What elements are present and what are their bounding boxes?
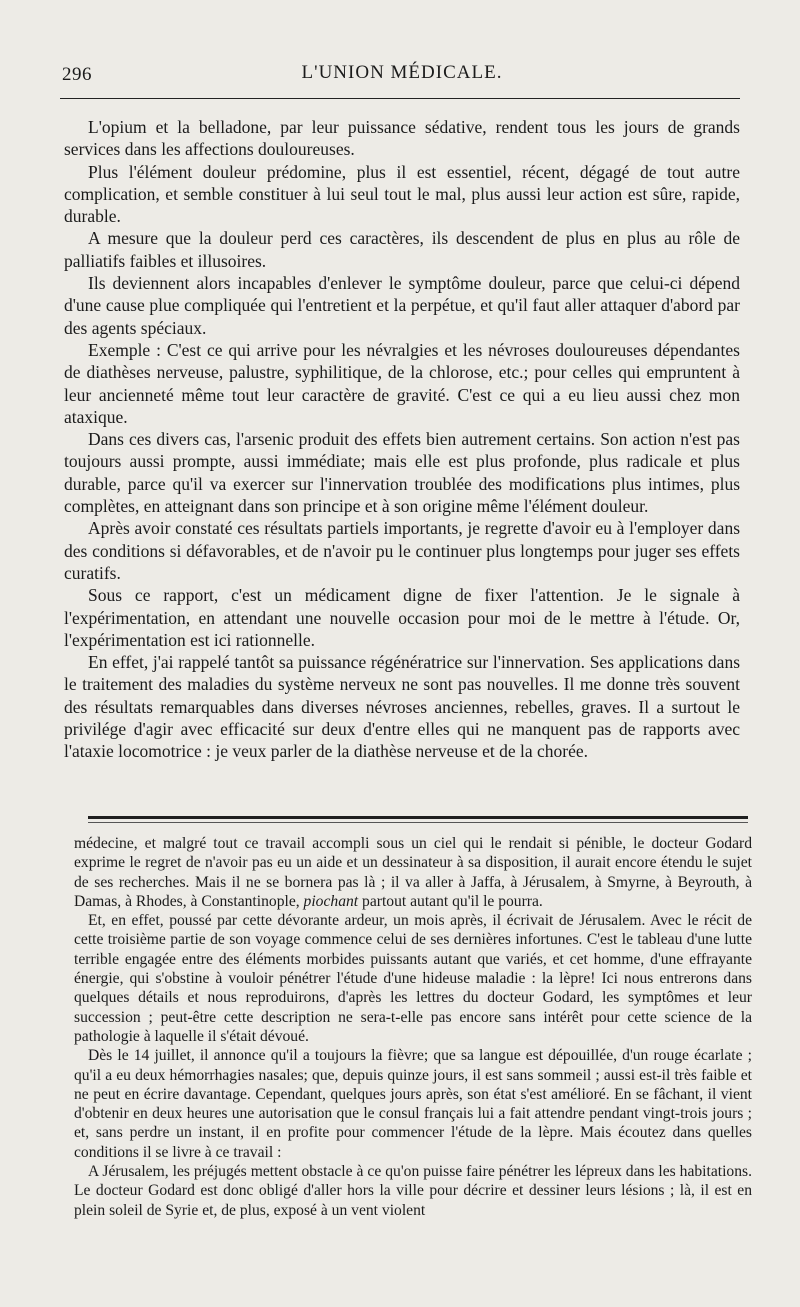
note-italic-word: piochant	[303, 892, 363, 910]
continued-article-text	[74, 834, 752, 1220]
footnote-separator	[88, 816, 748, 819]
note-paragraph: A Jérusalem, les préjugés mettent obstacle à ce qu'on puisse faire pénétrer les lépreux dans les habitations. Le docteur Godard est donc obligé d'aller hors la ville pour décrire et dessiner leurs lésions ; là, il est en plein soleil de Syrie et, de plus, exposé à un vent violent	[74, 1163, 752, 1219]
main-article-text	[64, 116, 740, 763]
paragraph: L'opium et la belladone, par leur puissance sédative, rendent tous les jours de grands services dans les affections douloureuses.	[64, 117, 740, 160]
paragraph: En effet, j'ai rappelé tantôt sa puissance régénératrice sur l'innervation. Ses applications dans le traitement des maladies du système nerveux ne sont pas nouvelles. Il me donne très souvent des résultats remarquables dans diverses névroses anciennes, rebelles, graves. Il a surtout le privilége d'agir avec efficacité sur deux d'entre elles qui ne manquent pas de rapports avec l'ataxie locomotrice : je veux parler de la diathèse nerveuse et de la chorée.	[64, 652, 740, 762]
paragraph: Ils deviennent alors incapables d'enlever le symptôme douleur, parce que celui-ci dépend d'une cause plue compliquée qui l'entretient et la perpétue, et qu'il faut aller attaquer d'abord par des agents spéciaux.	[64, 273, 740, 338]
paragraph: Après avoir constaté ces résultats partiels importants, je regrette d'avoir eu à l'employer dans des conditions si défavorables, et de n'avoir pu le continuer plus longtemps pour juger ses effets curatifs.	[64, 518, 740, 583]
note-paragraph: Et, en effet, poussé par cette dévorante ardeur, un mois après, il écrivait de Jérusalem. Avec le récit de cette troisième partie de son voyage commence celui de ses dernières infortunes. C'est le tableau d'une lutte terrible engagée entre des éléments morbides puissants autant que variés, et cet homme, d'une effrayante énergie, qui s'obstine à vouloir pénétrer l'étude d'une hideuse maladie : la lèpre! Ici nous entrerons dans quelques détails et nous reproduirons, d'après les lettres du docteur Godard, les symptômes et leur succession ; peut-être cette description ne sera-t-elle pas encore sans intérêt pour cette science de la pathologie à laquelle il s'était dévoué.	[74, 912, 752, 1045]
paragraph: A mesure que la douleur perd ces caractères, ils descendent de plus en plus au rôle de palliatifs faibles et illusoires.	[64, 228, 740, 271]
note-paragraph: Dès le 14 juillet, il annonce qu'il a toujours la fièvre; que sa langue est dépouillée, d'un rouge écarlate ; qu'il a eu deux hémorrhagies nasales; que, depuis quinze jours, il est sans sommeil ; aussi est-il très faible et ne peut en écrire davantage. Cependant, quelques jours après, son état s'est amélioré. En se fâchant, il vient d'obtenir en deux heures une autorisation que le consul français lui a fait attendre pendant vingt-trois jours ; et, sans perdre un instant, il en profite pour commencer l'étude de la lèpre. Mais écoutez dans quelles conditions il se livre à ce travail :	[74, 1047, 752, 1161]
paragraph: Plus l'élément douleur prédomine, plus il est essentiel, récent, dégagé de tout autre complication, et semble constituer à lui seul tout le mal, plus aussi leur action est sûre, rapide, durable.	[64, 161, 740, 227]
page-number: 296	[62, 64, 92, 85]
paragraph: Exemple : C'est ce qui arrive pour les névralgies et les névroses douloureuses dépendantes de diathèses nerveuse, palustre, syphilitique, de la chlorose, etc.; pour celles qui empruntent à leur ancienneté même tout leur caractère de gravité. C'est ce qui a eu lieu aussi chez mon ataxique.	[64, 339, 740, 427]
header-rule	[60, 98, 740, 99]
page-header	[62, 62, 742, 92]
paragraph: Sous ce rapport, c'est un médicament digne de fixer l'attention. Je le signale à l'expérimentation, en attendant une nouvelle occasion pour moi de le mettre à l'étude. Or, l'expérimentation est ici rationnelle.	[64, 585, 740, 650]
running-title: L'UNION MÉDICALE.	[301, 62, 503, 83]
note-text-segment: partout autant qu'il le pourra.	[362, 892, 543, 910]
note-paragraph	[74, 834, 752, 911]
paragraph: Dans ces divers cas, l'arsenic produit des effets bien autrement certains. Son action n'est pas toujours aussi prompte, aussi immédiate; mais elle est plus profonde, plus radicale et plus durable, parce qu'il va exercer sur l'innervation troublée des modifications plus intimes, plus complètes, en atteignant dans son principe et à son origine même l'élément douleur.	[64, 429, 740, 517]
footnote-separator-thin	[88, 822, 748, 823]
note-text-segment: médecine, et malgré tout ce travail accompli sous un ciel qui le rendait si pénible, le docteur Godard exprime le regret de n'avoir pas eu un aide et un dessinateur à sa disposition, il aurait encore étendu le sujet de ses recherches. Mais il ne se bornera pas là ; il va aller à Jaffa, à Jérusalem, à Smyrne, à Beyrouth, à Damas, à Rhodes, à Constantinople,	[74, 835, 752, 910]
